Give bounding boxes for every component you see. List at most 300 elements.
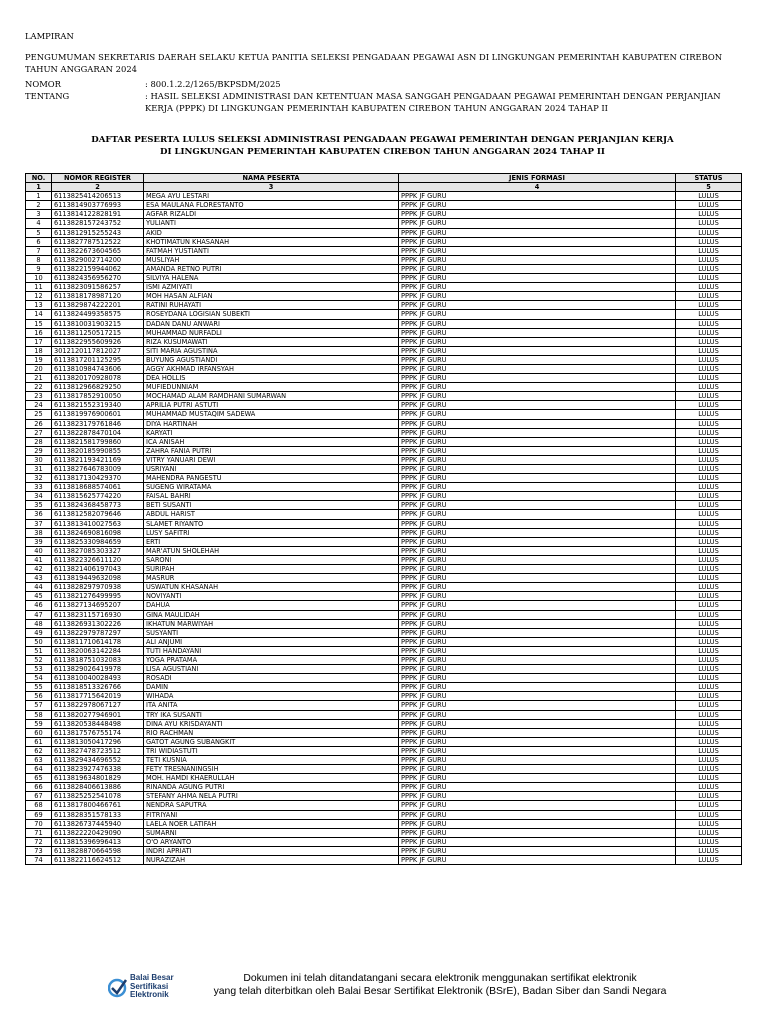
register-number: 6113821552319340 — [52, 401, 144, 410]
register-number: 6113819976900601 — [52, 410, 144, 419]
status-value: LULUS — [676, 665, 742, 674]
status-value: LULUS — [676, 401, 742, 410]
row-number: 31 — [26, 465, 52, 474]
status-value: LULUS — [676, 601, 742, 610]
register-number: 6113827646783009 — [52, 465, 144, 474]
participant-name: BUYUNG AGUSTIANDI — [144, 355, 399, 364]
register-number: 6113828351578133 — [52, 810, 144, 819]
row-number: 62 — [26, 746, 52, 755]
table-row — [26, 792, 742, 801]
participant-name: AKID — [144, 228, 399, 237]
participant-name: VITRY YANUARI DEWI — [144, 455, 399, 464]
status-value: LULUS — [676, 719, 742, 728]
status-value: LULUS — [676, 237, 742, 246]
row-number: 28 — [26, 437, 52, 446]
column-number: 2 — [52, 183, 144, 192]
participant-name: ALI ANJUMI — [144, 637, 399, 646]
row-number: 36 — [26, 510, 52, 519]
formation-type: PPPK JF GURU — [399, 856, 676, 865]
row-number: 65 — [26, 774, 52, 783]
status-value: LULUS — [676, 537, 742, 546]
register-number: 6113824499358575 — [52, 310, 144, 319]
table-row — [26, 646, 742, 655]
participant-name: STEFANY AHMA NELA PUTRI — [144, 792, 399, 801]
row-number: 24 — [26, 401, 52, 410]
formation-type: PPPK JF GURU — [399, 319, 676, 328]
table-row — [26, 374, 742, 383]
row-number: 23 — [26, 392, 52, 401]
table-row — [26, 837, 742, 846]
lampiran-label: LAMPIRAN — [25, 31, 74, 41]
row-number: 13 — [26, 301, 52, 310]
row-number: 57 — [26, 701, 52, 710]
row-number: 40 — [26, 546, 52, 555]
register-number: 6113822326611120 — [52, 555, 144, 564]
participant-name: TUTI HANDAYANI — [144, 646, 399, 655]
logo-text-line-2: Sertifikasi — [130, 981, 169, 991]
table-row — [26, 574, 742, 583]
table-row — [26, 465, 742, 474]
participant-name: YOGA PRATAMA — [144, 655, 399, 664]
table-row — [26, 428, 742, 437]
logo-text-line-1: Balai Besar — [130, 973, 174, 982]
status-value: LULUS — [676, 819, 742, 828]
column-number: 3 — [144, 183, 399, 192]
table-row — [26, 337, 742, 346]
table-row — [26, 410, 742, 419]
table-row — [26, 492, 742, 501]
table-row — [26, 592, 742, 601]
register-number: 6113829002714200 — [52, 255, 144, 264]
row-number: 69 — [26, 810, 52, 819]
formation-type: PPPK JF GURU — [399, 283, 676, 292]
row-number: 52 — [26, 655, 52, 664]
row-number: 35 — [26, 501, 52, 510]
status-value: LULUS — [676, 528, 742, 537]
table-row — [26, 828, 742, 837]
status-value: LULUS — [676, 565, 742, 574]
register-number: 6113812582079646 — [52, 510, 144, 519]
status-value: LULUS — [676, 392, 742, 401]
formation-type: PPPK JF GURU — [399, 710, 676, 719]
formation-type: PPPK JF GURU — [399, 646, 676, 655]
table-row — [26, 846, 742, 855]
formation-type: PPPK JF GURU — [399, 228, 676, 237]
status-value: LULUS — [676, 301, 742, 310]
row-number: 49 — [26, 628, 52, 637]
status-value: LULUS — [676, 355, 742, 364]
formation-type: PPPK JF GURU — [399, 555, 676, 564]
register-number: 6113825330984659 — [52, 537, 144, 546]
participant-name: MUFIEDUNNIAM — [144, 383, 399, 392]
formation-type: PPPK JF GURU — [399, 837, 676, 846]
register-number: 6113828297970938 — [52, 583, 144, 592]
participant-name: NENDRA SAPUTRA — [144, 801, 399, 810]
participant-name: TETI KUSNIA — [144, 756, 399, 765]
row-number: 63 — [26, 756, 52, 765]
status-value: LULUS — [676, 264, 742, 273]
table-row — [26, 637, 742, 646]
participant-name: MOH HASAN ALFIAN — [144, 292, 399, 301]
table-row — [26, 419, 742, 428]
status-value: LULUS — [676, 619, 742, 628]
participant-table — [25, 173, 742, 865]
row-number: 12 — [26, 292, 52, 301]
table-row — [26, 801, 742, 810]
formation-type: PPPK JF GURU — [399, 328, 676, 337]
e-signature-note — [210, 972, 670, 998]
status-value: LULUS — [676, 274, 742, 283]
register-number: 6113818688574061 — [52, 483, 144, 492]
register-number: 6113826931302226 — [52, 619, 144, 628]
table-row — [26, 355, 742, 364]
row-number: 60 — [26, 728, 52, 737]
formation-type: PPPK JF GURU — [399, 428, 676, 437]
title-line-2: DI LINGKUNGAN PEMERINTAH KABUPATEN CIREBON TAHUN ANGGARAN 2024 TAHAP II — [160, 147, 605, 157]
row-number: 67 — [26, 792, 52, 801]
register-number: 6113820538448498 — [52, 719, 144, 728]
row-number: 53 — [26, 665, 52, 674]
status-value: LULUS — [676, 828, 742, 837]
row-number: 4 — [26, 219, 52, 228]
status-value: LULUS — [676, 683, 742, 692]
row-number: 29 — [26, 446, 52, 455]
status-value: LULUS — [676, 374, 742, 383]
row-number: 32 — [26, 474, 52, 483]
register-number: 6113828870664598 — [52, 846, 144, 855]
register-number: 6113827134695207 — [52, 601, 144, 610]
table-row — [26, 774, 742, 783]
register-number: 6113817576755174 — [52, 728, 144, 737]
table-row — [26, 483, 742, 492]
table-row — [26, 192, 742, 201]
participant-name: ISMI AZMIYATI — [144, 283, 399, 292]
row-number: 51 — [26, 646, 52, 655]
status-value: LULUS — [676, 246, 742, 255]
register-number: 6113812915255243 — [52, 228, 144, 237]
formation-type: PPPK JF GURU — [399, 692, 676, 701]
register-number: 6113815396996413 — [52, 837, 144, 846]
formation-type: PPPK JF GURU — [399, 728, 676, 737]
formation-type: PPPK JF GURU — [399, 301, 676, 310]
status-value: LULUS — [676, 583, 742, 592]
participant-name: BETI SUSANTI — [144, 501, 399, 510]
participant-name: DINA AYU KRISDAYANTI — [144, 719, 399, 728]
status-value: LULUS — [676, 774, 742, 783]
status-value: LULUS — [676, 410, 742, 419]
row-number: 19 — [26, 355, 52, 364]
formation-type: PPPK JF GURU — [399, 237, 676, 246]
formation-type: PPPK JF GURU — [399, 519, 676, 528]
formation-type: PPPK JF GURU — [399, 792, 676, 801]
participant-name: SITI MARIA AGUSTINA — [144, 346, 399, 355]
participant-name: ROSEYDANA LOGISIAN SUBEKTI — [144, 310, 399, 319]
table-row — [26, 856, 742, 865]
table-row — [26, 737, 742, 746]
participant-name: ERTI — [144, 537, 399, 546]
header-nama-peserta: NAMA PESERTA — [144, 174, 399, 183]
tentang-row — [25, 90, 740, 114]
status-value: LULUS — [676, 746, 742, 755]
participant-name: AGGY AKHMAD IRFANSYAH — [144, 364, 399, 373]
status-value: LULUS — [676, 783, 742, 792]
formation-type: PPPK JF GURU — [399, 492, 676, 501]
table-row — [26, 346, 742, 355]
table-row — [26, 237, 742, 246]
header-jenis-formasi: JENIS FORMASI — [399, 174, 676, 183]
participant-name: SILVIYA HALENA — [144, 274, 399, 283]
table-row — [26, 655, 742, 664]
formation-type: PPPK JF GURU — [399, 419, 676, 428]
row-number: 74 — [26, 856, 52, 865]
formation-type: PPPK JF GURU — [399, 337, 676, 346]
register-number: 6113822673604565 — [52, 246, 144, 255]
status-value: LULUS — [676, 192, 742, 201]
formation-type: PPPK JF GURU — [399, 274, 676, 283]
participant-name: AMANDA RETNO PUTRI — [144, 264, 399, 273]
status-value: LULUS — [676, 592, 742, 601]
nomor-label: NOMOR — [25, 79, 61, 89]
register-number: 6113822878470104 — [52, 428, 144, 437]
table-row — [26, 692, 742, 701]
row-number: 11 — [26, 283, 52, 292]
table-row — [26, 619, 742, 628]
status-value: LULUS — [676, 646, 742, 655]
row-number: 72 — [26, 837, 52, 846]
table-row — [26, 701, 742, 710]
formation-type: PPPK JF GURU — [399, 437, 676, 446]
row-number: 48 — [26, 619, 52, 628]
bsre-logo-icon — [108, 974, 130, 1004]
table-row — [26, 201, 742, 210]
register-number: 6113811250517215 — [52, 328, 144, 337]
register-number: 6113820277946901 — [52, 710, 144, 719]
register-number: 6113827787512522 — [52, 237, 144, 246]
status-value: LULUS — [676, 846, 742, 855]
e-signature-line-1: Dokumen ini telah ditandatangani secara elektronik menggunakan sertifikat elektronik — [243, 973, 637, 984]
formation-type: PPPK JF GURU — [399, 719, 676, 728]
formation-type: PPPK JF GURU — [399, 655, 676, 664]
status-value: LULUS — [676, 728, 742, 737]
status-value: LULUS — [676, 310, 742, 319]
row-number: 30 — [26, 455, 52, 464]
formation-type: PPPK JF GURU — [399, 619, 676, 628]
row-number: 3 — [26, 210, 52, 219]
formation-type: PPPK JF GURU — [399, 583, 676, 592]
participant-name: YULIANTI — [144, 219, 399, 228]
status-value: LULUS — [676, 437, 742, 446]
participant-name: MEGA AYU LESTARI — [144, 192, 399, 201]
formation-type: PPPK JF GURU — [399, 310, 676, 319]
formation-type: PPPK JF GURU — [399, 601, 676, 610]
status-value: LULUS — [676, 210, 742, 219]
participant-name: SUMARNI — [144, 828, 399, 837]
table-row — [26, 819, 742, 828]
register-number: 6113821581799860 — [52, 437, 144, 446]
table-row — [26, 364, 742, 373]
participant-name: DAHUA — [144, 601, 399, 610]
table-row — [26, 746, 742, 755]
document-header — [25, 30, 740, 114]
formation-type: PPPK JF GURU — [399, 483, 676, 492]
participant-name: MOCHAMAD ALAM RAMDHANI SUMARWAN — [144, 392, 399, 401]
status-value: LULUS — [676, 701, 742, 710]
participant-name: USWATUN KHASANAH — [144, 583, 399, 592]
register-number: 3012120117812027 — [52, 346, 144, 355]
participant-name: MUHAMMAD NURFADLI — [144, 328, 399, 337]
formation-type: PPPK JF GURU — [399, 801, 676, 810]
register-number: 6113817130429370 — [52, 474, 144, 483]
status-value: LULUS — [676, 637, 742, 646]
participant-name: INDRI APRIATI — [144, 846, 399, 855]
formation-type: PPPK JF GURU — [399, 401, 676, 410]
register-number: 6113822978067127 — [52, 701, 144, 710]
formation-type: PPPK JF GURU — [399, 264, 676, 273]
participant-name: KHOTIMATUN KHASANAH — [144, 237, 399, 246]
participant-name: TRY IKA SUSANTI — [144, 710, 399, 719]
row-number: 34 — [26, 492, 52, 501]
row-number: 58 — [26, 710, 52, 719]
status-value: LULUS — [676, 510, 742, 519]
row-number: 59 — [26, 719, 52, 728]
formation-type: PPPK JF GURU — [399, 628, 676, 637]
row-number: 7 — [26, 246, 52, 255]
table-row — [26, 283, 742, 292]
formation-type: PPPK JF GURU — [399, 210, 676, 219]
register-number: 6113822979787297 — [52, 628, 144, 637]
register-number: 6113810031903215 — [52, 319, 144, 328]
participant-name: MASRUR — [144, 574, 399, 583]
bsre-logo — [108, 970, 208, 1006]
participant-name: NURAZIZAH — [144, 856, 399, 865]
register-number: 6113817800466761 — [52, 801, 144, 810]
row-number: 47 — [26, 610, 52, 619]
participant-name: RATINI RUHAYATI — [144, 301, 399, 310]
participant-name: MAR'ATUN SHOLEHAH — [144, 546, 399, 555]
participant-name: MUSLIYAH — [144, 255, 399, 264]
participant-name: ICA ANISAH — [144, 437, 399, 446]
register-number: 6113828157243752 — [52, 219, 144, 228]
status-value: LULUS — [676, 419, 742, 428]
register-number: 6113826737445940 — [52, 819, 144, 828]
table-row — [26, 565, 742, 574]
row-number: 56 — [26, 692, 52, 701]
status-value: LULUS — [676, 201, 742, 210]
status-value: LULUS — [676, 292, 742, 301]
participant-name: O'O ARYANTO — [144, 837, 399, 846]
table-row — [26, 719, 742, 728]
table-row — [26, 246, 742, 255]
row-number: 66 — [26, 783, 52, 792]
table-row — [26, 392, 742, 401]
register-number: 6113814903776993 — [52, 201, 144, 210]
table-row — [26, 446, 742, 455]
formation-type: PPPK JF GURU — [399, 510, 676, 519]
formation-type: PPPK JF GURU — [399, 364, 676, 373]
table-row — [26, 528, 742, 537]
participant-name: ZAHRA FANIA PUTRI — [144, 446, 399, 455]
formation-type: PPPK JF GURU — [399, 546, 676, 555]
row-number: 2 — [26, 201, 52, 210]
table-row — [26, 228, 742, 237]
status-value: LULUS — [676, 219, 742, 228]
row-number: 14 — [26, 310, 52, 319]
status-value: LULUS — [676, 228, 742, 237]
e-signature-footer — [0, 968, 768, 1008]
formation-type: PPPK JF GURU — [399, 410, 676, 419]
participant-name: MOH. HAMDI KHAERULLAH — [144, 774, 399, 783]
participant-name: FETY TRESNANINGSIH — [144, 765, 399, 774]
participant-name: MAHENDRA PANGESTU — [144, 474, 399, 483]
participant-name: ESA MAULANA FLORESTANTO — [144, 201, 399, 210]
table-row — [26, 546, 742, 555]
row-number: 17 — [26, 337, 52, 346]
formation-type: PPPK JF GURU — [399, 665, 676, 674]
formation-type: PPPK JF GURU — [399, 765, 676, 774]
row-number: 16 — [26, 328, 52, 337]
row-number: 41 — [26, 555, 52, 564]
header-no: NO. — [26, 174, 52, 183]
status-value: LULUS — [676, 674, 742, 683]
status-value: LULUS — [676, 756, 742, 765]
register-number: 6113824690816098 — [52, 528, 144, 537]
formation-type: PPPK JF GURU — [399, 383, 676, 392]
formation-type: PPPK JF GURU — [399, 192, 676, 201]
participant-name: GATOT AGUNG SUBANGKIT — [144, 737, 399, 746]
formation-type: PPPK JF GURU — [399, 374, 676, 383]
table-row — [26, 628, 742, 637]
status-value: LULUS — [676, 710, 742, 719]
row-number: 15 — [26, 319, 52, 328]
formation-type: PPPK JF GURU — [399, 701, 676, 710]
formation-type: PPPK JF GURU — [399, 637, 676, 646]
register-number: 6113823115716930 — [52, 610, 144, 619]
table-row — [26, 264, 742, 273]
row-number: 5 — [26, 228, 52, 237]
table-row — [26, 555, 742, 564]
register-number: 6113824356956270 — [52, 274, 144, 283]
register-number: 6113820170928078 — [52, 374, 144, 383]
formation-type: PPPK JF GURU — [399, 219, 676, 228]
register-number: 6113828406613886 — [52, 783, 144, 792]
register-number: 6113822159944062 — [52, 264, 144, 273]
nomor-value: : 800.1.2.2/1265/BKPSDM/2025 — [145, 79, 281, 89]
register-number: 6113824368458773 — [52, 501, 144, 510]
status-value: LULUS — [676, 446, 742, 455]
table-row — [26, 210, 742, 219]
register-number: 6113827478723512 — [52, 746, 144, 755]
status-value: LULUS — [676, 801, 742, 810]
formation-type: PPPK JF GURU — [399, 255, 676, 264]
table-row — [26, 728, 742, 737]
formation-type: PPPK JF GURU — [399, 501, 676, 510]
table-row — [26, 519, 742, 528]
nomor-row — [25, 78, 740, 90]
table-row — [26, 401, 742, 410]
participant-name: GINA MAULIDAH — [144, 610, 399, 619]
row-number: 43 — [26, 574, 52, 583]
table-row — [26, 683, 742, 692]
participant-name: ROSADI — [144, 674, 399, 683]
participant-name: SARONI — [144, 555, 399, 564]
participant-name: SURIPAH — [144, 565, 399, 574]
row-number: 38 — [26, 528, 52, 537]
row-number: 18 — [26, 346, 52, 355]
participant-name: APRILIA PUTRI ASTUTI — [144, 401, 399, 410]
table-header-row — [26, 174, 742, 183]
register-number: 6113829026419978 — [52, 665, 144, 674]
row-number: 37 — [26, 519, 52, 528]
